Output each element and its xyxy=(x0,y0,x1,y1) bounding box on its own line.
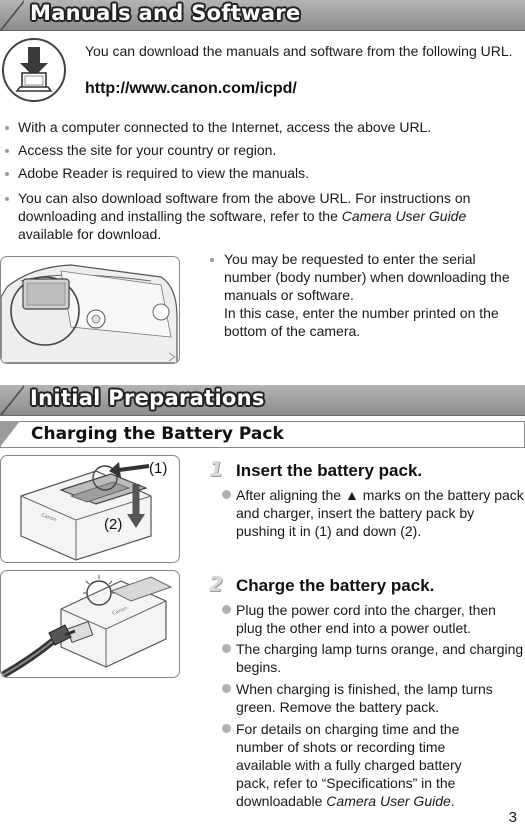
bullet-text: Access the site for your country or region. xyxy=(18,142,277,158)
serial-number-note: You may be requested to enter the serial number (body number) when downloading the manuals or software. xyxy=(224,251,510,303)
step-1-title: Insert the battery pack. xyxy=(236,461,423,480)
bullet-marker xyxy=(222,724,231,733)
step-2-instruction: Plug the power cord into the charger, then plug the other end into a power outlet. xyxy=(236,602,496,636)
note-text-part: For details on charging time and the number of shots or recording time available with a fully charged battery pack, refer to “Specifications” in the downloadable xyxy=(236,721,462,809)
bullet-marker xyxy=(5,172,9,176)
manuals-section-header xyxy=(0,0,525,31)
bullet-marker xyxy=(222,684,231,693)
bullet-text-part: You can also download software from the above URL. For instructions on downloading and installing the software, refer to the xyxy=(18,190,471,224)
initial-preparations-header xyxy=(0,385,525,416)
note-text-part: . xyxy=(450,793,455,809)
step-2-instruction: When charging is finished, the lamp turns green. Remove the battery pack. xyxy=(236,681,493,715)
bullet-marker xyxy=(5,197,9,201)
manuals-section-title: Manuals and Software xyxy=(30,1,301,25)
bullet-marker xyxy=(222,605,231,614)
charger-plug-illustration xyxy=(0,570,180,678)
page-number: 3 xyxy=(508,809,517,826)
step-2-specifications-note xyxy=(236,720,496,810)
step-2-title: Charge the battery pack. xyxy=(236,576,435,595)
serial-number-note-location: In this case, enter the number printed on the bottom of the camera. xyxy=(224,305,499,339)
bullet-marker xyxy=(222,490,231,499)
svg-text:Canon: Canon xyxy=(40,512,58,524)
camera-user-guide-ref: Camera User Guide xyxy=(341,208,467,224)
step-2-number: 2 xyxy=(209,572,223,596)
charging-subsection-title: Charging the Battery Pack xyxy=(31,424,284,444)
header-corner-accent xyxy=(0,385,24,415)
bullet-text: Adobe Reader is required to view the manuals. xyxy=(18,165,310,181)
step-label-1: (1) xyxy=(149,460,168,477)
bullet-marker xyxy=(5,126,9,130)
bullet-marker xyxy=(5,149,9,153)
step-1-number: 1 xyxy=(209,457,223,481)
bullet-text: With a computer connected to the Internet, access the above URL. xyxy=(18,119,432,135)
battery-insert-illustration xyxy=(0,455,180,563)
bullet-text-part: available for download. xyxy=(18,226,162,242)
step-1-instruction: After aligning the ▲ marks on the battery pack and charger, insert the battery pack by pushing it in (1) and down (2). xyxy=(236,487,524,539)
download-url-link[interactable]: http://www.canon.com/icpd/ xyxy=(85,80,297,97)
svg-text:Canon: Canon xyxy=(111,605,129,617)
step-2-instruction: The charging lamp turns orange, and charging begins. xyxy=(236,641,524,675)
bullet-marker xyxy=(210,258,214,262)
download-icon xyxy=(1,37,67,103)
charging-subsection-header xyxy=(0,421,525,448)
header-corner-accent xyxy=(0,0,24,30)
subheader-corner-accent xyxy=(0,421,20,447)
bullet-text-software xyxy=(18,189,523,243)
step-label-2: (2) xyxy=(104,516,123,533)
bullet-marker xyxy=(222,644,231,653)
camera-user-guide-ref: Camera User Guide xyxy=(326,793,451,809)
intro-text: You can download the manuals and software from the following URL. xyxy=(85,43,513,59)
initial-preparations-title: Initial Preparations xyxy=(30,386,265,410)
camera-bottom-illustration xyxy=(0,256,180,364)
